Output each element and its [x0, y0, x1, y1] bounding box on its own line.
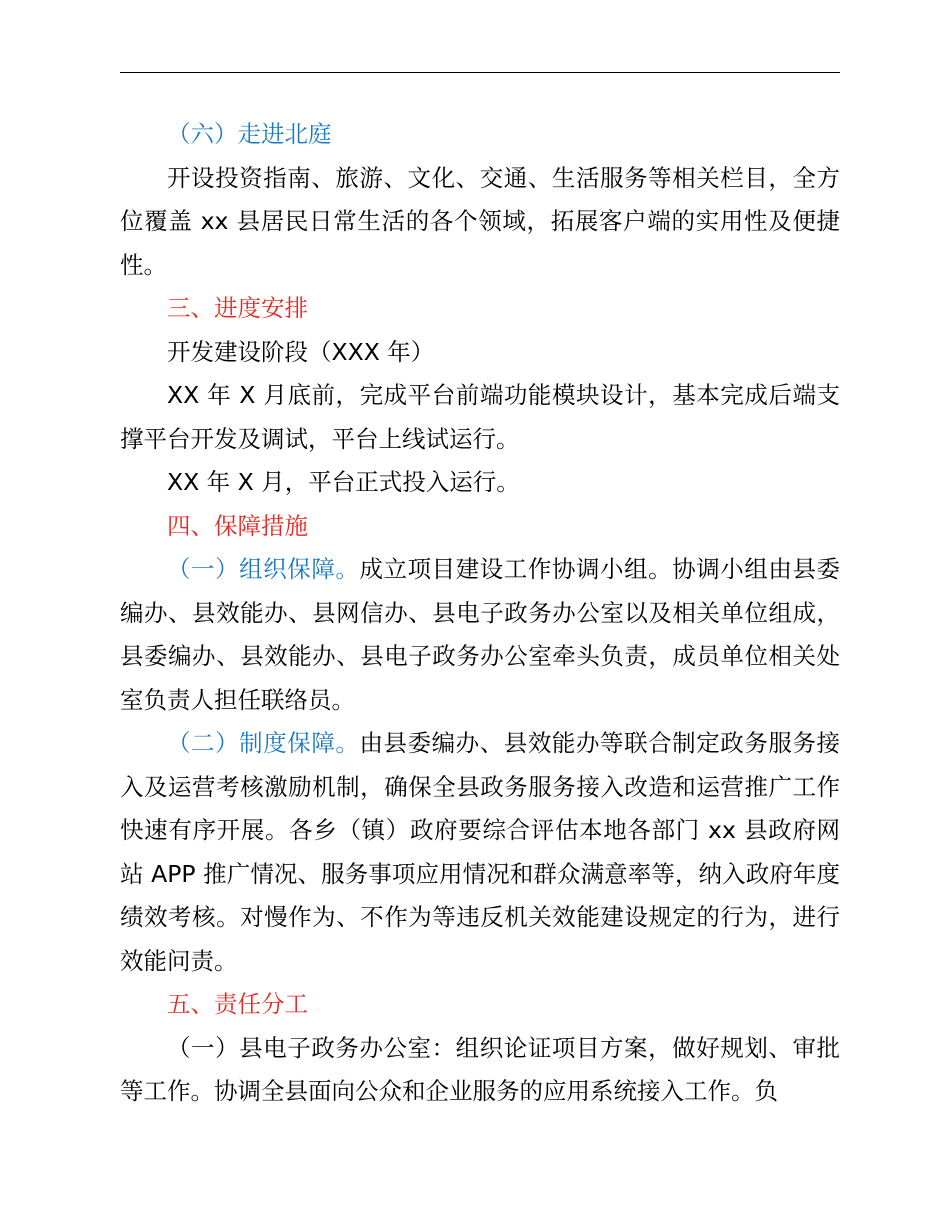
heading-4: 四、保障措施	[167, 511, 308, 540]
header-rule	[120, 72, 840, 73]
measure-2-body: 由县委编办、县效能办等联合制定政务服务接入及运营考核激励机制，确保全县政务服务接入改造和运营推广工作快速有序开展。各乡（镇）政府要综合评估本地各部门 xx 县政府网站 APP 推广情况、服务事项应用情况和群众满意率等，纳入政府年度绩效考核。对慢作为、不作为等违反机关效能建设规定的行为，进行效能问责。	[120, 729, 841, 975]
measure-1-body: 成立项目建设工作协调小组。协调小组由县委编办、县效能办、县网信办、县电子政务办公室以及相关单位组成，县委编办、县效能办、县电子政务办公室牵头负责，成员单位相关处室负责人担任联络员。	[120, 555, 841, 714]
schedule-phase: 开发建设阶段（XXX 年）	[167, 337, 435, 366]
responsibility-1: （一）县电子政务办公室：组织论证项目方案，做好规划、审批等工作。协调全县面向公众和企业服务的应用系统接入工作。负	[120, 1033, 840, 1105]
document-body	[120, 113, 840, 1114]
schedule-item-1: XX 年 X 月底前，完成平台前端功能模块设计，基本完成后端支撑平台开发及调试，平台上线试运行。	[120, 381, 840, 453]
schedule-item-2: XX 年 X 月，平台正式投入运行。	[167, 468, 520, 496]
measure-2	[120, 722, 840, 983]
section-6-body: 开设投资指南、旅游、文化、交通、生活服务等相关栏目，全方位覆盖 xx 县居民日常生活的各个领域，拓展客户端的实用性及便捷性。	[120, 163, 840, 279]
measure-2-title: （二）制度保障。	[167, 729, 360, 757]
heading-5: 五、责任分工	[167, 990, 308, 1018]
measure-1-title: （一）组织保障。	[167, 555, 360, 583]
heading-3: 三、进度安排	[167, 294, 308, 322]
section-6-title: （六）走进北庭	[167, 120, 332, 148]
measure-1	[120, 548, 840, 722]
